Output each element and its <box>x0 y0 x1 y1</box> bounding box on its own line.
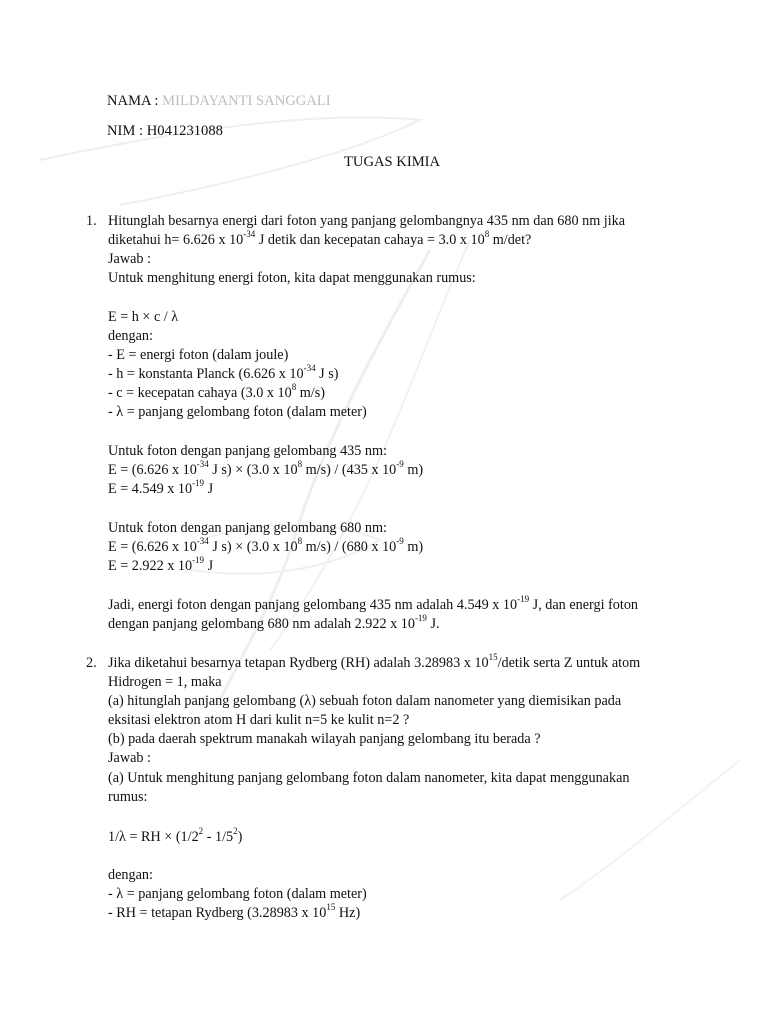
q2-dengan: dengan: <box>108 867 153 883</box>
q1-case-680-equation: E = (6.626 x $10^{-34}$ J s) × (3.0 x $10^8$ m/s) / (680 x $10^{-9}$ m) <box>108 536 424 555</box>
question-2-number: 2. <box>86 655 97 671</box>
q1-case-435-title: Untuk foton dengan panjang gelombang 435 nm: <box>108 443 387 459</box>
q1-formula: E = h × c / λ <box>108 309 179 325</box>
student-name <box>107 92 331 111</box>
q1-question-line-1: Hitunglah besarnya energi dari foton yang panjang gelombangnya 435 nm dan 680 nm jika <box>108 213 626 229</box>
q1-conclusion-line-1: Jadi, energi foton dengan panjang gelombang 435 nm adalah 4.549 x $10^{-19}$ J, dan energi foton <box>108 594 639 613</box>
q2-answer-a-line-2: rumus: <box>108 789 148 805</box>
q1-def-speed: - c = kecepatan cahaya (3.0 x $10^8$ m/s) <box>108 382 325 401</box>
student-nim <box>107 122 223 141</box>
document-title: TUGAS KIMIA <box>344 154 441 170</box>
q1-case-435-equation: E = (6.626 x $10^{-34}$ J s) × (3.0 x $10^8$ m/s) / (435 x $10^{-9}$ m) <box>108 459 424 478</box>
nim-label: NIM : <box>107 123 147 139</box>
q1-jawab-label: Jawab : <box>108 251 151 267</box>
nim-value: H041231088 <box>146 123 223 139</box>
q1-conclusion-line-2: dengan panjang gelombang 680 nm adalah 2.922 x $10^{-19}$ J. <box>108 613 440 632</box>
q2-question-part-b: (b) pada daerah spektrum manakah wilayah panjang gelombang itu berada ? <box>108 731 541 747</box>
q1-def-wavelength: - λ = panjang gelombang foton (dalam meter) <box>108 404 367 420</box>
q2-question-part-a-2: eksitasi elektron atom H dari kulit n=5 ke kulit n=2 ? <box>108 712 410 728</box>
q2-question-line-1: Jika diketahui besarnya tetapan Rydberg (RH) adalah 3.28983 x $10^{15}$/detik serta Z untuk atom <box>108 652 641 671</box>
q2-question-line-2: Hidrogen = 1, maka <box>108 674 222 690</box>
q1-intro: Untuk menghitung energi foton, kita dapat menggunakan rumus: <box>108 270 476 286</box>
q1-def-planck: - h = konstanta Planck (6.626 x $10^{-34}$ J s) <box>108 363 339 382</box>
q2-answer-a-line-1: (a) Untuk menghitung panjang gelombang foton dalam nanometer, kita dapat menggunakan <box>108 770 630 786</box>
q1-case-680-result: E = 2.922 x $10^{-19}$ J <box>108 555 214 574</box>
q1-question-line-2: diketahui h= 6.626 x $10^{-34}$ J detik dan kecepatan cahaya = 3.0 x $10^8$ m/det? <box>108 229 532 248</box>
q2-rydberg-formula: 1/λ = RH × $(1/2^2 - 1/5^2)$ <box>108 826 243 845</box>
q2-def-rydberg: - RH = tetapan Rydberg (3.28983 x $10^{15}$ Hz) <box>108 902 361 921</box>
q2-def-wavelength: - λ = panjang gelombang foton (dalam meter) <box>108 886 367 902</box>
q2-question-part-a-1: (a) hitunglah panjang gelombang (λ) sebuah foton dalam nanometer yang diemisikan pada <box>108 693 622 709</box>
q1-case-435-result: E = 4.549 x $10^{-19}$ J <box>108 478 214 497</box>
name-label: NAMA : <box>107 93 163 109</box>
q1-case-680-title: Untuk foton dengan panjang gelombang 680 nm: <box>108 520 387 536</box>
q2-jawab-label: Jawab : <box>108 750 151 766</box>
question-1-number: 1. <box>86 213 97 229</box>
name-value: MILDAYANTI SANGGALI <box>162 93 331 109</box>
q1-dengan: dengan: <box>108 328 153 344</box>
q1-def-energy: - E = energi foton (dalam joule) <box>108 347 289 363</box>
